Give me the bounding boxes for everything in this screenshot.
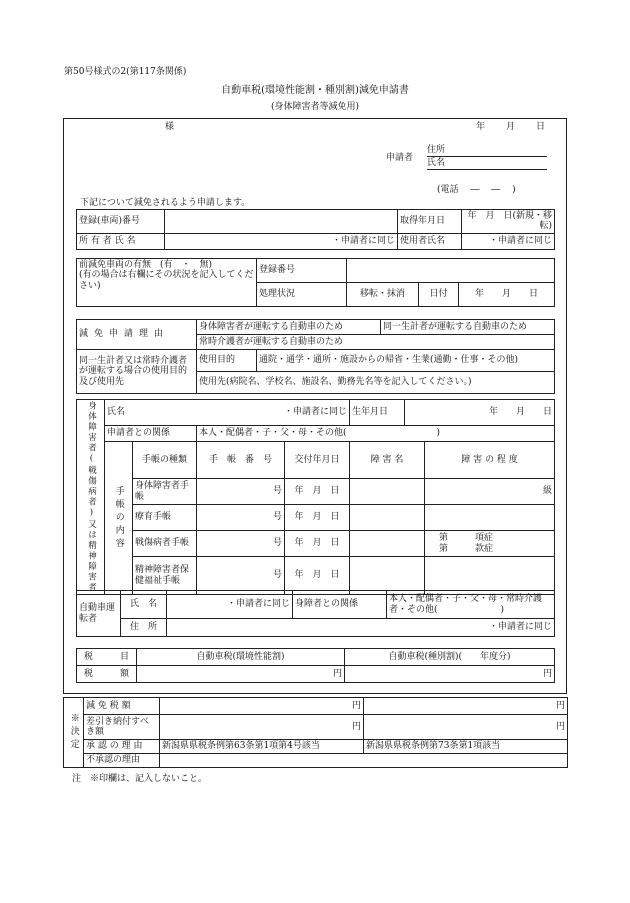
disabled-side-label: 身体障害者(戦傷病者)又は精神障害者	[77, 400, 105, 595]
driver-label: 自動車運転者	[77, 591, 121, 637]
approval-type[interactable]: 新潟県県税条例第73条第1項該当	[364, 740, 568, 754]
relation-field[interactable]: 本人・配偶者・子・父・母・その他( )	[197, 426, 555, 442]
decision-side-label: ※決定	[64, 698, 84, 768]
book-date-2[interactable]: 年 月 日	[285, 505, 350, 531]
tax-table	[76, 648, 555, 683]
reason-table	[76, 319, 555, 394]
book-no-1[interactable]: 号	[197, 479, 285, 505]
disabled-name-cell[interactable]	[105, 400, 350, 426]
reduction-label: 減 免 税 額	[84, 698, 160, 715]
user-name-label: 使用者氏名	[398, 233, 462, 249]
reason-label: 減免申請理由	[77, 320, 197, 350]
approval-env[interactable]: 新潟県県税条例第63条第1項第4号該当	[160, 740, 364, 754]
driver-relation-label: 身障者との関係	[293, 591, 387, 619]
book-disability-4[interactable]	[350, 557, 425, 595]
rejection-label: 不承認の理由	[84, 754, 160, 768]
book-degree-1[interactable]: 級	[425, 479, 555, 505]
prev-date-label: 日付	[419, 283, 459, 307]
date-month: 月	[506, 122, 516, 132]
birth-field[interactable]: 年 月 日	[405, 400, 555, 426]
addressee-suffix: 様	[165, 122, 175, 132]
acquired-date-field[interactable]: 年 月 日(新規・移転)	[462, 210, 555, 234]
date-day: 日	[536, 122, 546, 132]
driver-address-label: 住 所	[121, 619, 167, 637]
prev-date-field[interactable]: 年 月 日	[459, 283, 555, 307]
col-disability: 障 害 名	[350, 442, 425, 479]
previous-table	[76, 258, 555, 307]
acquired-date-label: 取得年月日	[398, 210, 462, 234]
book-type-4: 精神障害者保健福祉手帳	[133, 557, 197, 595]
form-number: 第50号様式の2(第117条関係)	[64, 67, 187, 77]
disabled-same-as-applicant[interactable]: ・申請者に同じ	[284, 407, 348, 418]
col-degree: 障 害 の 程 度	[425, 442, 555, 479]
remaining-type[interactable]: 円	[364, 715, 568, 740]
book-disability-1[interactable]	[350, 479, 425, 505]
book-disability-3[interactable]	[350, 531, 425, 557]
name-label: 氏名	[427, 158, 446, 168]
book-type-1: 身体障害者手帳	[133, 479, 197, 505]
previous-note: (有の場合は右欄にその状況を記入してください)	[79, 270, 254, 291]
prev-reg-field[interactable]	[347, 259, 555, 283]
address-label: 住所	[427, 145, 446, 155]
purpose-note: 同一生計者又は常時介護者が運転する場合の使用目的及び使用先	[77, 350, 197, 394]
driver-name-label: 氏 名	[121, 591, 167, 619]
tax-env-label: 自動車税(環境性能割)	[137, 649, 345, 666]
tax-type-amount[interactable]: 円	[345, 666, 555, 683]
col-issued: 交付年月日	[285, 442, 350, 479]
driver-table	[76, 590, 555, 637]
col-number: 手 帳 番 号	[197, 442, 285, 479]
tax-item-label: 税 目	[77, 649, 137, 666]
tax-env-amount[interactable]: 円	[137, 666, 345, 683]
remaining-env[interactable]: 円	[160, 715, 364, 740]
book-no-3[interactable]: 号	[197, 531, 285, 557]
book-date-3[interactable]: 年 月 日	[285, 531, 350, 557]
handbook-side-label: 手帳の内容	[105, 442, 133, 595]
reduction-env[interactable]: 円	[160, 698, 364, 715]
book-type-2: 療育手帳	[133, 505, 197, 531]
prev-reg-label: 登録番号	[257, 259, 347, 283]
birth-label: 生年月日	[350, 400, 405, 426]
disabled-table	[76, 399, 555, 595]
approval-label: 承 認 の 理 由	[84, 740, 160, 754]
previous-label: 前減免車両の有無	[79, 260, 152, 270]
reason-option-3[interactable]: 常時介護者が運転する自動車のため	[197, 335, 555, 350]
date-year: 年	[476, 122, 486, 132]
relation-label: 申請者との関係	[105, 426, 197, 442]
book-type-3: 戦傷病者手帳	[133, 531, 197, 557]
phone-field[interactable]: (電話 ― ― )	[437, 185, 516, 195]
disabled-name-label: 氏名	[107, 407, 126, 418]
form-title: 自動車税(環境性能割・種別割)減免申請書	[221, 85, 409, 96]
form-subtitle: (身体障害者等減免用)	[270, 102, 360, 112]
request-text: 下記について減免されるよう申請します。	[80, 198, 251, 208]
purpose-value[interactable]: 通院・通学・通所・施設からの帰省・生業(通勤・仕事・その他)	[257, 350, 555, 372]
reduction-type[interactable]: 円	[364, 698, 568, 715]
col-type: 手帳の種類	[133, 442, 197, 479]
reason-option-2[interactable]: 同一生計者が運転する自動車のため	[381, 320, 555, 335]
previous-vehicle-cell	[77, 259, 257, 307]
book-no-4[interactable]: 号	[197, 557, 285, 595]
destination-field[interactable]: 使用先(病院名、学校名、施設名、勤務先名等を記入してください。)	[197, 372, 555, 394]
purpose-label: 使用目的	[197, 350, 257, 372]
book-degree-2[interactable]	[425, 505, 555, 531]
reg-number-label: 登録(車両)番号	[77, 210, 165, 234]
remaining-label: 差引き納付すべき額	[84, 715, 160, 740]
previous-options[interactable]: (有 ・ 無)	[160, 260, 213, 270]
owner-same-as-applicant[interactable]: ・申請者に同じ	[165, 233, 398, 249]
name-field[interactable]	[427, 159, 547, 170]
driver-relation-field[interactable]: 本人・配偶者・子・父・母・常時介護者・その他( )	[387, 591, 555, 619]
tax-amount-label: 税 額	[77, 666, 137, 683]
prev-status-label: 処理状況	[257, 283, 347, 307]
reason-option-1[interactable]: 身体障害者が運転する自動車のため	[197, 320, 381, 335]
book-no-2[interactable]: 号	[197, 505, 285, 531]
reg-number-field[interactable]	[165, 210, 398, 234]
tax-type-label: 自動車税(種別割)( 年度分)	[345, 649, 555, 666]
prev-status-options[interactable]: 移転・抹消	[347, 283, 419, 307]
user-same-as-applicant[interactable]: ・申請者に同じ	[462, 233, 555, 249]
vehicle-table	[76, 209, 555, 250]
driver-address-same[interactable]: ・申請者に同じ	[167, 619, 555, 637]
book-disability-2[interactable]	[350, 505, 425, 531]
applicant-label: 申請者	[386, 153, 414, 163]
book-date-1[interactable]: 年 月 日	[285, 479, 350, 505]
book-degree-4[interactable]	[425, 557, 555, 595]
address-field[interactable]	[427, 146, 547, 157]
footnote: 注 ※印欄は、記入しないこと。	[72, 774, 208, 784]
rejection-field[interactable]	[160, 754, 568, 768]
driver-same-as-applicant[interactable]: ・申請者に同じ	[167, 591, 293, 619]
book-degree-3[interactable]: 第 項症 第 款症	[425, 531, 555, 557]
decision-table	[63, 697, 568, 768]
owner-name-label: 所 有 者 氏 名	[77, 233, 165, 249]
book-date-4[interactable]: 年 月 日	[285, 557, 350, 595]
